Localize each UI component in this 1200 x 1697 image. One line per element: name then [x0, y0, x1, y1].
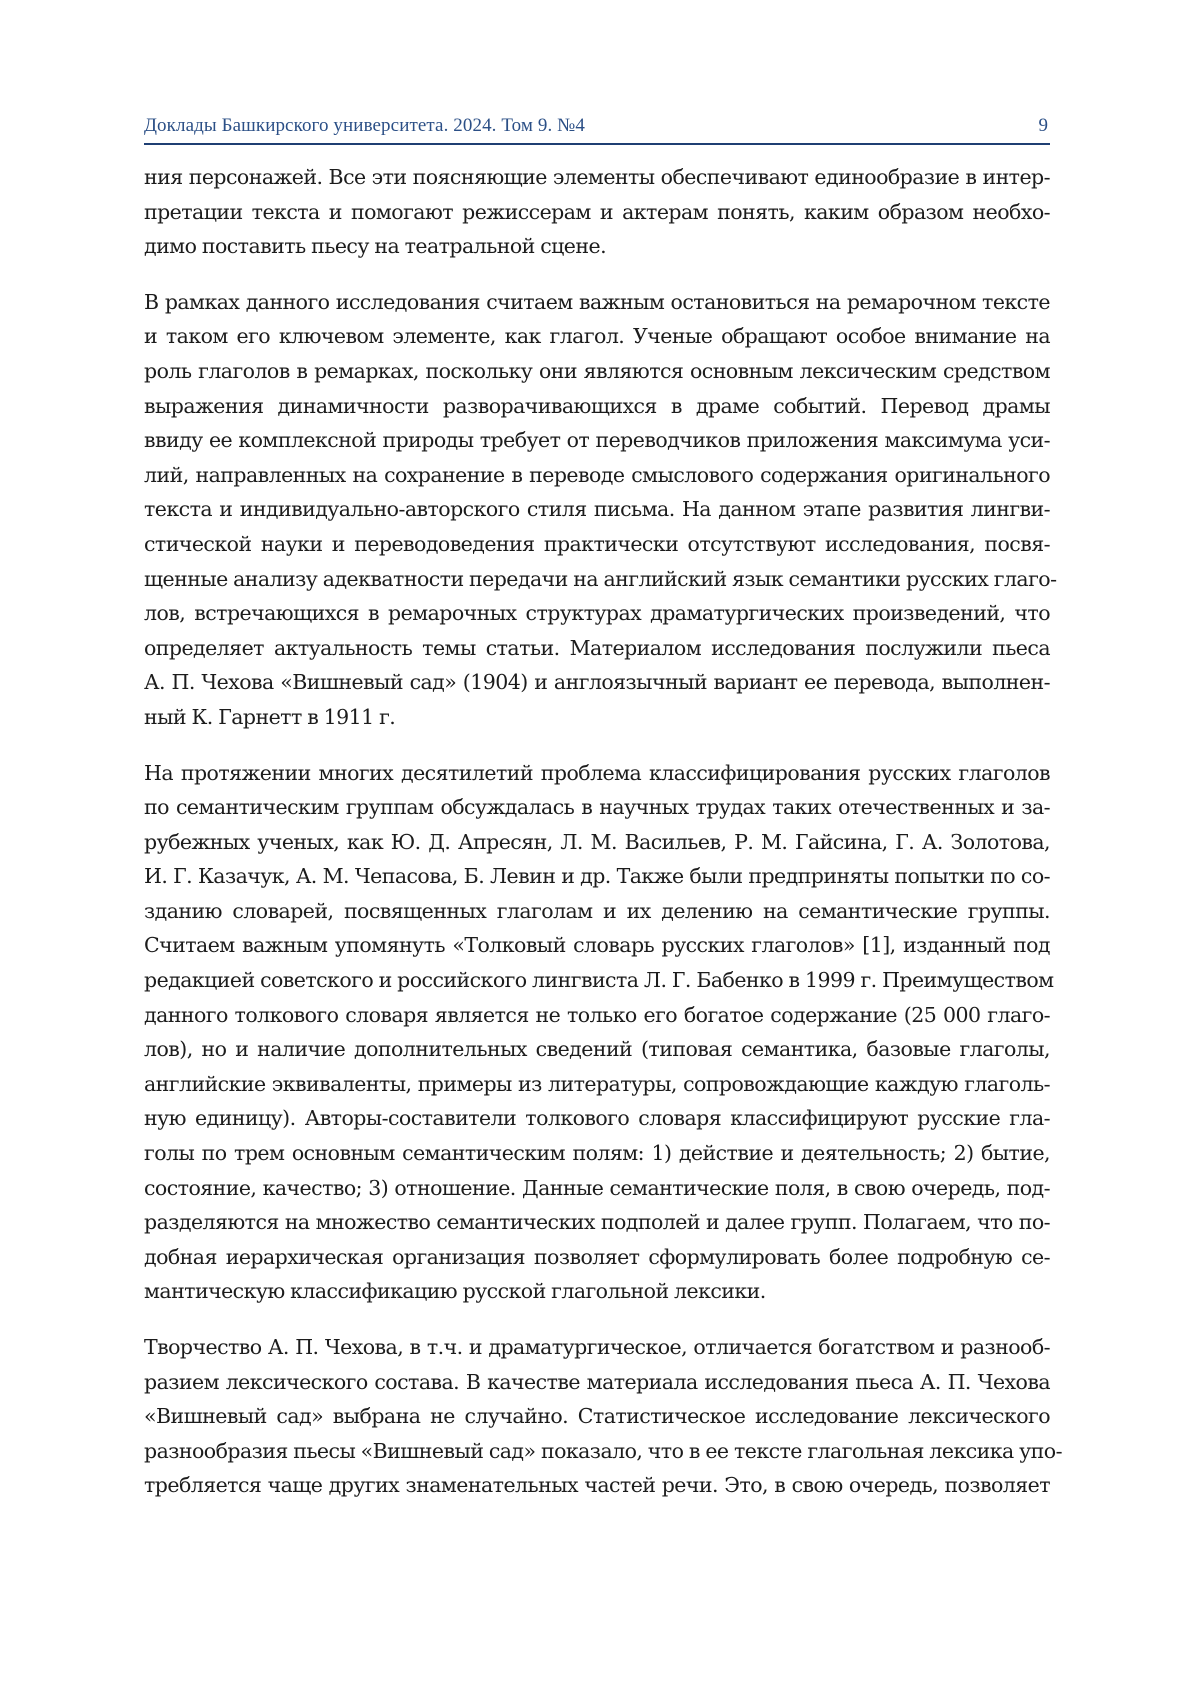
- running-header: [144, 115, 1050, 145]
- text-line: разием лексического состава. В качестве материала исследования пьеса А. П. Чехова: [144, 1365, 1050, 1400]
- text-line: текста и индивидуально-авторского стиля письма. На данном этапе развития лингви-: [144, 492, 1050, 527]
- text-line: димо поставить пьесу на театральной сцене.: [144, 229, 1050, 264]
- paragraph-1: [144, 160, 1050, 264]
- text-line: На протяжении многих десятилетий проблема классифицирования русских глаголов: [144, 756, 1050, 791]
- journal-title: Доклады Башкирского университета. 2024. Том 9. №4: [144, 115, 585, 137]
- text-line: мантическую классификацию русской глагольной лексики.: [144, 1274, 1050, 1309]
- page-number: 9: [1039, 115, 1051, 137]
- text-line: стической науки и переводоведения практически отсутствуют исследования, посвя-: [144, 527, 1050, 562]
- text-line: зданию словарей, посвященных глаголам и их делению на семантические группы.: [144, 894, 1050, 929]
- text-line: по семантическим группам обсуждалась в научных трудах таких отечественных и за-: [144, 790, 1050, 825]
- text-line: ный К. Гарнетт в 1911 г.: [144, 700, 1050, 735]
- article-body: [144, 160, 1050, 1524]
- text-line: лов), но и наличие дополнительных сведений (типовая семантика, базовые глаголы,: [144, 1032, 1050, 1067]
- text-line: голы по трем основным семантическим полям: 1) действие и деятельность; 2) бытие,: [144, 1136, 1050, 1171]
- text-line: разделяются на множество семантических подполей и далее групп. Полагаем, что по-: [144, 1205, 1050, 1240]
- text-line: Творчество А. П. Чехова, в т.ч. и драматургическое, отличается богатством и разнооб-: [144, 1330, 1050, 1365]
- text-line: ввиду ее комплексной природы требует от переводчиков приложения максимума уси-: [144, 423, 1050, 458]
- text-line: А. П. Чехова «Вишневый сад» (1904) и англоязычный вариант ее перевода, выполнен-: [144, 665, 1050, 700]
- text-line: данного толкового словаря является не только его богатое содержание (25 000 глаго-: [144, 998, 1050, 1033]
- text-line: добная иерархическая организация позволяет сформулировать более подробную се-: [144, 1240, 1050, 1275]
- text-line: ную единицу). Авторы-составители толкового словаря классифицируют русские гла-: [144, 1101, 1050, 1136]
- text-line: лий, направленных на сохранение в переводе смыслового содержания оригинального: [144, 458, 1050, 493]
- text-line: редакцией советского и российского лингвиста Л. Г. Бабенко в 1999 г. Преимуществом: [144, 963, 1050, 998]
- text-line: требляется чаще других знаменательных частей речи. Это, в свою очередь, позволяет: [144, 1468, 1050, 1503]
- text-line: претации текста и помогают режиссерам и актерам понять, каким образом необхо-: [144, 195, 1050, 230]
- text-line: рубежных ученых, как Ю. Д. Апресян, Л. М. Васильев, Р. М. Гайсина, Г. А. Золотова,: [144, 825, 1050, 860]
- text-line: состояние, качество; 3) отношение. Данные семантические поля, в свою очередь, под-: [144, 1171, 1050, 1206]
- text-line: роль глаголов в ремарках, поскольку они являются основным лексическим средством: [144, 354, 1050, 389]
- paragraph-3: [144, 756, 1050, 1310]
- text-line: В рамках данного исследования считаем важным остановиться на ремарочном тексте: [144, 285, 1050, 320]
- text-line: «Вишневый сад» выбрана не случайно. Статистическое исследование лексического: [144, 1399, 1050, 1434]
- text-line: разнообразия пьесы «Вишневый сад» показало, что в ее тексте глагольная лексика упо-: [144, 1434, 1050, 1469]
- paragraph-2: [144, 285, 1050, 735]
- text-line: Считаем важным упомянуть «Толковый словарь русских глаголов» [1], изданный под: [144, 928, 1050, 963]
- paragraph-4: [144, 1330, 1050, 1503]
- text-line: лов, встречающихся в ремарочных структурах драматургических произведений, что: [144, 596, 1050, 631]
- text-line: выражения динамичности разворачивающихся в драме событий. Перевод драмы: [144, 389, 1050, 424]
- text-line: и таком его ключевом элементе, как глагол. Ученые обращают особое внимание на: [144, 319, 1050, 354]
- document-page: [0, 0, 1200, 1697]
- text-line: щенные анализу адекватности передачи на английский язык семантики русских глаго-: [144, 562, 1050, 597]
- text-line: английские эквиваленты, примеры из литературы, сопровождающие каждую глаголь-: [144, 1067, 1050, 1102]
- text-line: И. Г. Казачук, А. М. Чепасова, Б. Левин и др. Также были предприняты попытки по со-: [144, 859, 1050, 894]
- text-line: определяет актуальность темы статьи. Материалом исследования послужили пьеса: [144, 631, 1050, 666]
- text-line: ния персонажей. Все эти поясняющие элементы обеспечивают единообразие в интер-: [144, 160, 1050, 195]
